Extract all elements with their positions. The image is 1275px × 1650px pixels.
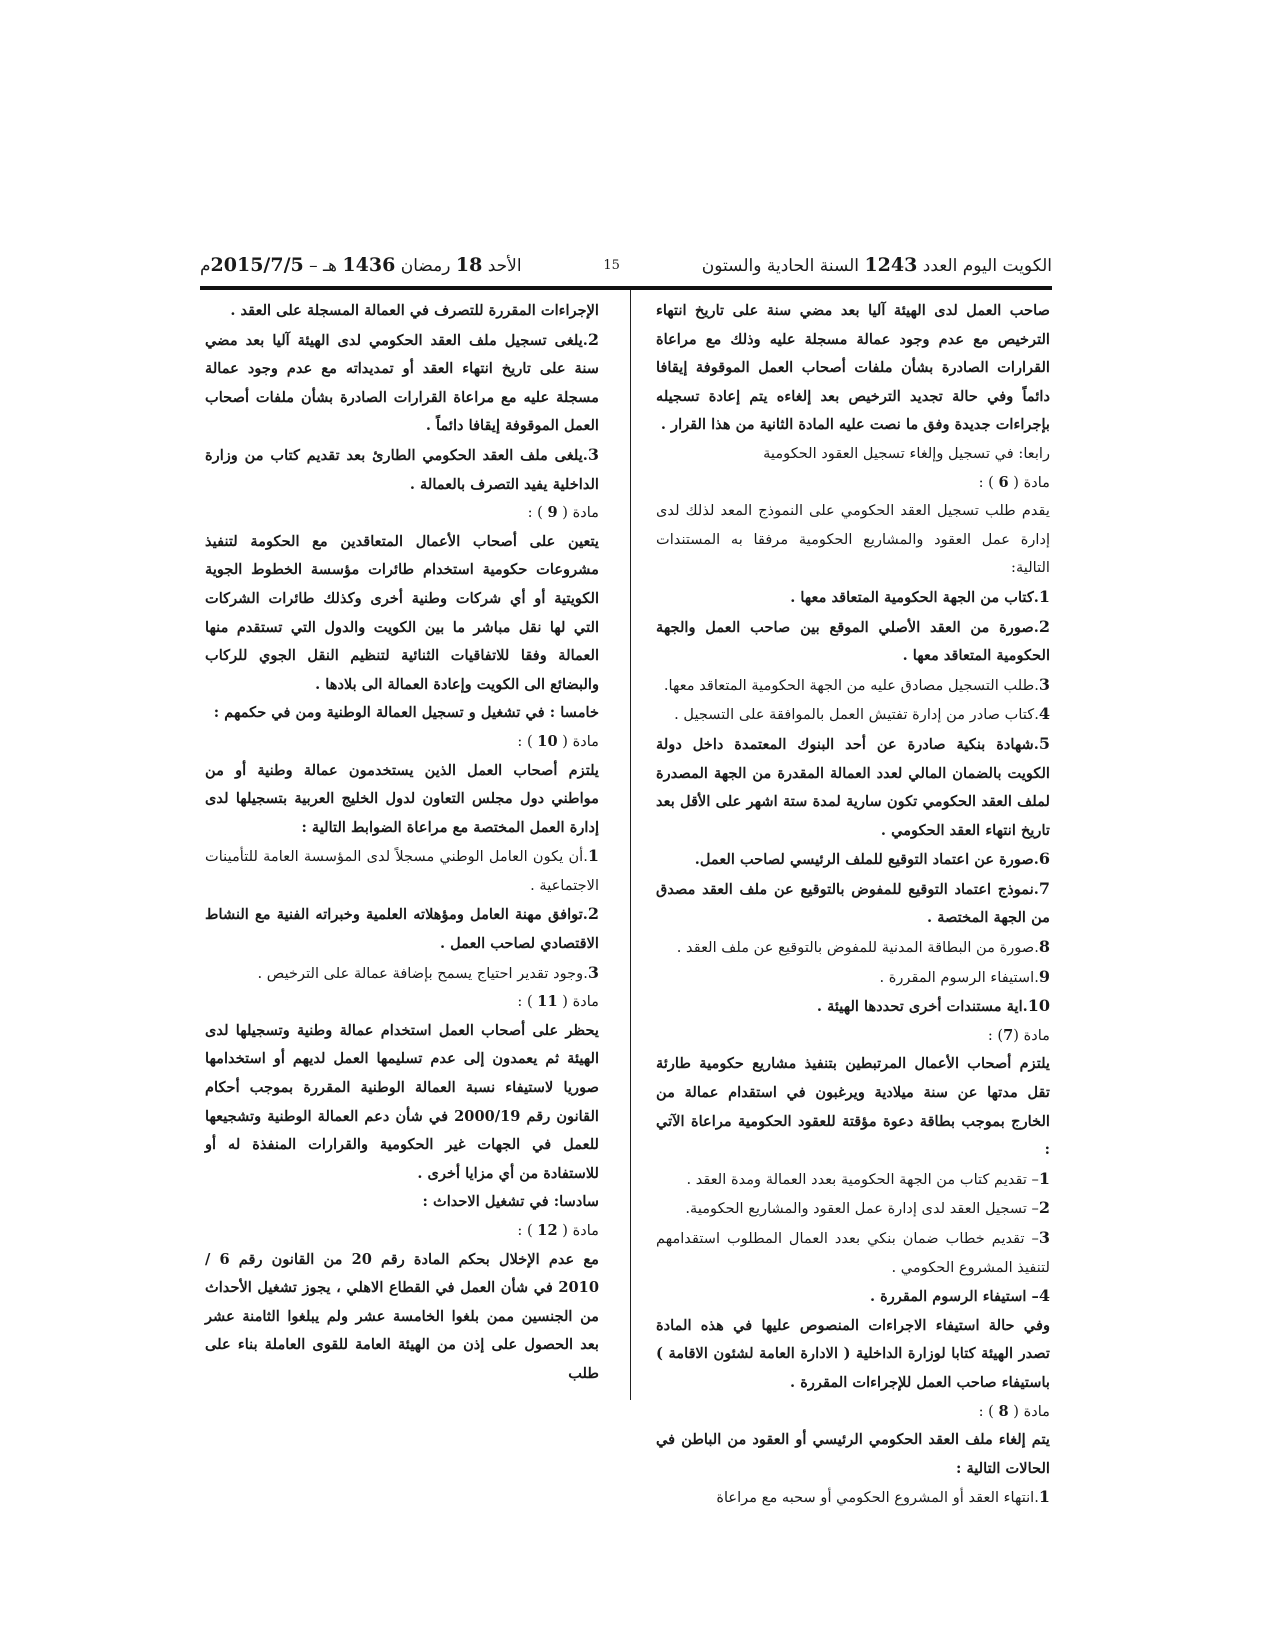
list-item: 2– تسجيل العقد لدى إدارة عمل العقود والمشاريع الحكومية. <box>685 1198 1050 1218</box>
article-10-intro: يلتزم أصحاب العمل الذين يستخدمون عمالة وطنية أو من مواطني دول مجلس التعاون لدول الخليج العربية بتسجيلها لدى إدارة العمل المختصة مع مراعاة الضوابط التالية : <box>205 761 599 836</box>
paragraph: الإجراءات المقررة للتصرف في العمالة المسجلة على العقد . <box>230 302 599 319</box>
list-item: 3– تقديم خطاب ضمان بنكي بعدد العمال المطلوب استقدامهم لتنفيذ المشروع الحكومي . <box>656 1228 1050 1276</box>
gregorian-suffix: م <box>200 256 211 276</box>
header-rule <box>200 286 1052 290</box>
paragraph: صاحب العمل لدى الهيئة آليا بعد مضي سنة على تاريخ انتهاء الترخيص مع عدم وجود عمالة مسجلة عليه وذلك مع مراعاة القرارات الصادرة بشأن ملفات أصحاب العمل الموقوفة إيقافا دائماً وفي حالة تجديد الترخيص بعد إلغاءه يتم إعادة تسجيله بإجراءات جديدة وفق ما نصت عليه المادة الثانية من هذا القرار . <box>656 302 1050 434</box>
article-9-text: يتعين على أصحاب الأعمال المتعاقدين مع الحكومة لتنفيذ مشروعات حكومية استخدام طائرات مؤسسة الخطوط الجوية الكويتية أو أي شركات وطنية أخرى وكذلك طائرات الشركات التي لها نقل مباشر ما بين الكويت والدول التي تستقدم منها العمالة وفقا للاتفاقيات الثنائية لتنظيم النقل الجوي للركاب والبضائع الى الكويت وإعادة العمالة الى بلادها . <box>205 532 599 693</box>
article-12-heading: مادة ( 12 ) : <box>517 1222 599 1239</box>
left-column <box>205 297 599 1402</box>
section-heading: سادسا: في تشغيل الاحداث : <box>422 1193 599 1211</box>
article-7-closing: وفي حالة استيفاء الاجراءات المنصوص عليها في هذه المادة تصدر الهيئة كتابا لوزارة الداخلية ( الادارة العامة لشئون الاقامة ) باستيفاء صاحب العمل للإجراءات المقررة . <box>656 1316 1050 1391</box>
list-item: 4– استيفاء الرسوم المقررة . <box>869 1286 1050 1306</box>
article-6-heading: مادة ( 6 ) : <box>978 473 1050 491</box>
list-item: 1.أن يكون العامل الوطني مسجلاً لدى المؤسسة العامة للتأمينات الاجتماعية . <box>205 846 599 894</box>
list-item: 3.وجود تقدير احتياج يسمح بإضافة عمالة على الترخيص . <box>257 962 599 982</box>
article-7-heading: مادة (7) : <box>987 1026 1050 1044</box>
list-item: 1.كتاب من الجهة الحكومية المتعاقد معها . <box>790 586 1050 606</box>
article-11-text: يحظر على أصحاب العمل استخدام عمالة وطنية وتسجيلها لدى الهيئة ثم يعمدون إلى عدم تسليمها العمل لديهم أو استخدامها صوريا لاستيفاء نسبة العمالة الوطنية المقررة بموجب أحكام القانون رقم 2000/19 في شأن دعم العمالة الوطنية وتشجيعها للعمل في الجهات غير الحكومية والقرارات المنفذة له أو للاستفادة من أي مزايا أخرى . <box>205 1021 599 1182</box>
article-12-text: مع عدم الإخلال بحكم المادة رقم 20 من القانون رقم 6 / 2010 في شأن العمل في القطاع الاهلي ، يجوز تشغيل الأحداث من الجنسين ممن بلغوا الخامسة عشر ولم يبلغوا الثامنة عشر بعد الحصول على إذن من الهيئة العامة للقوى العاملة بناء على طلب <box>205 1250 599 1382</box>
list-item: 2.صورة من العقد الأصلي الموقع بين صاحب العمل والجهة الحكومية المتعاقد معها . <box>656 616 1050 665</box>
list-item: 2.توافق مهنة العامل ومؤهلاته العلمية وخبراته الفنية مع النشاط الاقتصادي لصاحب العمل . <box>205 904 599 953</box>
column-divider <box>630 290 631 1400</box>
article-6-intro: يقدم طلب تسجيل العقد الحكومي على النموذج المعد لذلك لدى إدارة عمل العقود والمشاريع الحكومية مرفقا به المستندات التالية: <box>656 502 1050 577</box>
article-7-intro: يلتزم أصحاب الأعمال المرتبطين بتنفيذ مشاريع حكومية طارئة تقل مدتها عن سنة ميلادية ويرغبون في استقدام عمالة من الخارج بموجب بطاقة دعوة مؤقتة للعقود الحكومية مراعاة الآتي : <box>656 1055 1050 1159</box>
article-8-intro: يتم إلغاء ملف العقد الحكومي الرئيسي أو العقود من الباطن في الحالات التالية : <box>656 1431 1050 1477</box>
section-heading: رابعا: في تسجيل وإلغاء تسجيل العقود الحكومية <box>763 444 1050 462</box>
gazette-name: الكويت اليوم العدد <box>922 256 1052 276</box>
article-10-heading: مادة ( 10 ) : <box>517 732 599 750</box>
list-item: 9.استيفاء الرسوم المقررة . <box>879 966 1050 986</box>
list-item: 1.انتهاء العقد أو المشروع الحكومي أو سحبه مع مراعاة <box>716 1487 1050 1507</box>
article-9-heading: مادة ( 9 ) : <box>527 504 599 522</box>
article-8-heading: مادة ( 8 ) : <box>978 1402 1050 1420</box>
right-column <box>656 297 1050 1507</box>
issue-date <box>200 254 522 276</box>
article-11-heading: مادة ( 11 ) : <box>517 993 599 1011</box>
section-heading: خامسا : في تشغيل و تسجيل العمالة الوطنية ومن في حكمهم : <box>213 704 599 722</box>
gazette-title <box>702 254 1052 276</box>
list-item: 1– تقديم كتاب من الجهة الحكومية بعدد العمالة ومدة العقد . <box>686 1168 1050 1188</box>
hijri-month: رمضان <box>400 256 451 276</box>
list-item: 3.يلغى ملف العقد الحكومي الطارئ بعد تقديم كتاب من وزارة الداخلية يفيد التصرف بالعمالة . <box>205 444 599 493</box>
list-item: 10.اية مستندات أخرى تحددها الهيئة . <box>816 996 1050 1016</box>
list-item: 2.يلغى تسجيل ملف العقد الحكومي لدى الهيئة آليا بعد مضي سنة على تاريخ انتهاء العقد أو تمديداته مع عدم وجود عمالة مسجلة عليه مع مراعاة القرارات الصادرة بشأن ملفات أصحاب العمل الموقوفة إيقافا دائماً . <box>205 329 599 435</box>
list-item: 6.صورة عن اعتماد التوقيع للملف الرئيسي لصاحب العمل. <box>694 849 1050 869</box>
weekday: الأحد <box>487 256 522 276</box>
page-number: 15 <box>603 257 620 273</box>
hijri-day: 18 <box>455 254 483 276</box>
page-header <box>200 250 1052 280</box>
issue-number: 1243 <box>864 254 918 276</box>
list-item: 7.نموذج اعتماد التوقيع للمفوض بالتوقيع عن ملف العقد مصدق من الجهة المختصة . <box>656 878 1050 927</box>
list-item: 4.كتاب صادر من إدارة تفتيش العمل بالموافقة على التسجيل . <box>674 704 1050 724</box>
hijri-year: 1436 <box>342 254 396 276</box>
list-item: 5.شهادة بنكية صادرة عن أحد البنوك المعتمدة داخل دولة الكويت بالضمان المالي لعدد العمالة المقدرة من الجهة المصدرة لملف العقد الحكومي تكون سارية لمدة ستة اشهر على الأقل بعد تاريخ انتهاء العقد الحكومي . <box>656 733 1050 839</box>
date-separator: هـ – <box>309 256 337 276</box>
gregorian-date: 2015/7/5 <box>210 254 304 276</box>
list-item: 3.طلب التسجيل مصادق عليه من الجهة الحكومية المتعاقد معها. <box>663 674 1050 694</box>
list-item: 8.صورة من البطاقة المدنية للمفوض بالتوقيع عن ملف العقد . <box>676 937 1050 957</box>
gazette-year: السنة الحادية والستون <box>701 256 860 276</box>
